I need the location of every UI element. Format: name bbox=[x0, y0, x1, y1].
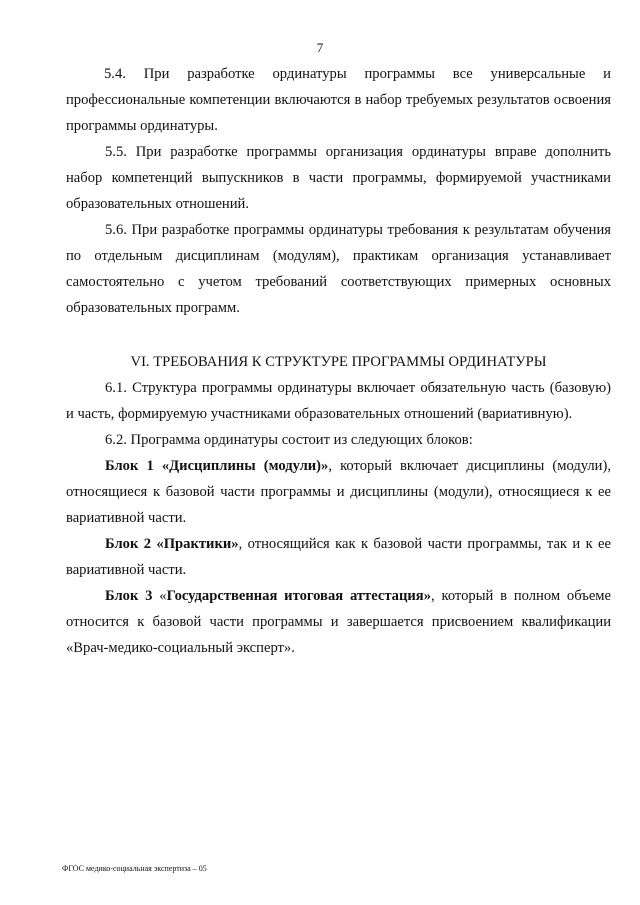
block-1-title: Блок 1 «Дисциплины (модули)» bbox=[105, 458, 329, 474]
block-2-text: , относящийся как к базовой части программы, так и к ее вариативной части. bbox=[66, 536, 611, 578]
paragraph-5-6: 5.6. При разработке программы ординатуры требования к результатам обучения по отдельным дисциплинам (модулям), практикам организация устанавливает самостоятельно с учетом требований соответствующих примерных основных образовательных программ. bbox=[66, 222, 611, 316]
block-3-title: Государственная итоговая аттестация» bbox=[166, 588, 431, 604]
section-6-body bbox=[66, 375, 611, 661]
paragraph-block-1 bbox=[66, 453, 611, 531]
block-1-text: , который включает дисциплины (модули), относящиеся к базовой части программы и дисциплины (модули), относящиеся к ее вариативной части. bbox=[66, 458, 612, 526]
paragraph-block-3 bbox=[66, 583, 611, 661]
paragraph-5-4: 5.4. При разработке ординатуры программы все универсальные и профессиональные компетенции включаются в набор требуемых результатов освоения программы ординатуры. bbox=[66, 66, 611, 134]
paragraph-6-2: 6.2. Программа ординатуры состоит из следующих блоков: bbox=[105, 432, 473, 448]
block-2-title: Блок 2 «Практики» bbox=[105, 536, 239, 552]
paragraph-block-2 bbox=[66, 531, 611, 583]
footer-note: ФГОС медико-социальная экспертиза – 05 bbox=[62, 864, 207, 873]
paragraph-5-5: 5.5. При разработке программы организация ординатуры вправе дополнить набор компетенций выпускников в части программы, формируемой участниками образовательных отношений. bbox=[66, 144, 611, 212]
block-3-label: Блок 3 bbox=[105, 588, 153, 604]
paragraph-6-1: 6.1. Структура программы ординатуры включает обязательную часть (базовую) и часть, формируемую участниками образовательных отношений (вариативную). bbox=[66, 380, 611, 422]
section-5-body bbox=[66, 61, 611, 321]
page-number: 7 bbox=[316, 40, 324, 55]
section-6-heading: VI. ТРЕБОВАНИЯ К СТРУКТУРЕ ПРОГРАММЫ ОРДИНАТУРЫ bbox=[130, 354, 547, 370]
block-3-quote: « bbox=[152, 588, 167, 604]
block-3-text: , который в полном объеме относится к базовой части программы и завершается присвоением квалификации «Врач-медико-социальный эксперт». bbox=[66, 588, 612, 656]
